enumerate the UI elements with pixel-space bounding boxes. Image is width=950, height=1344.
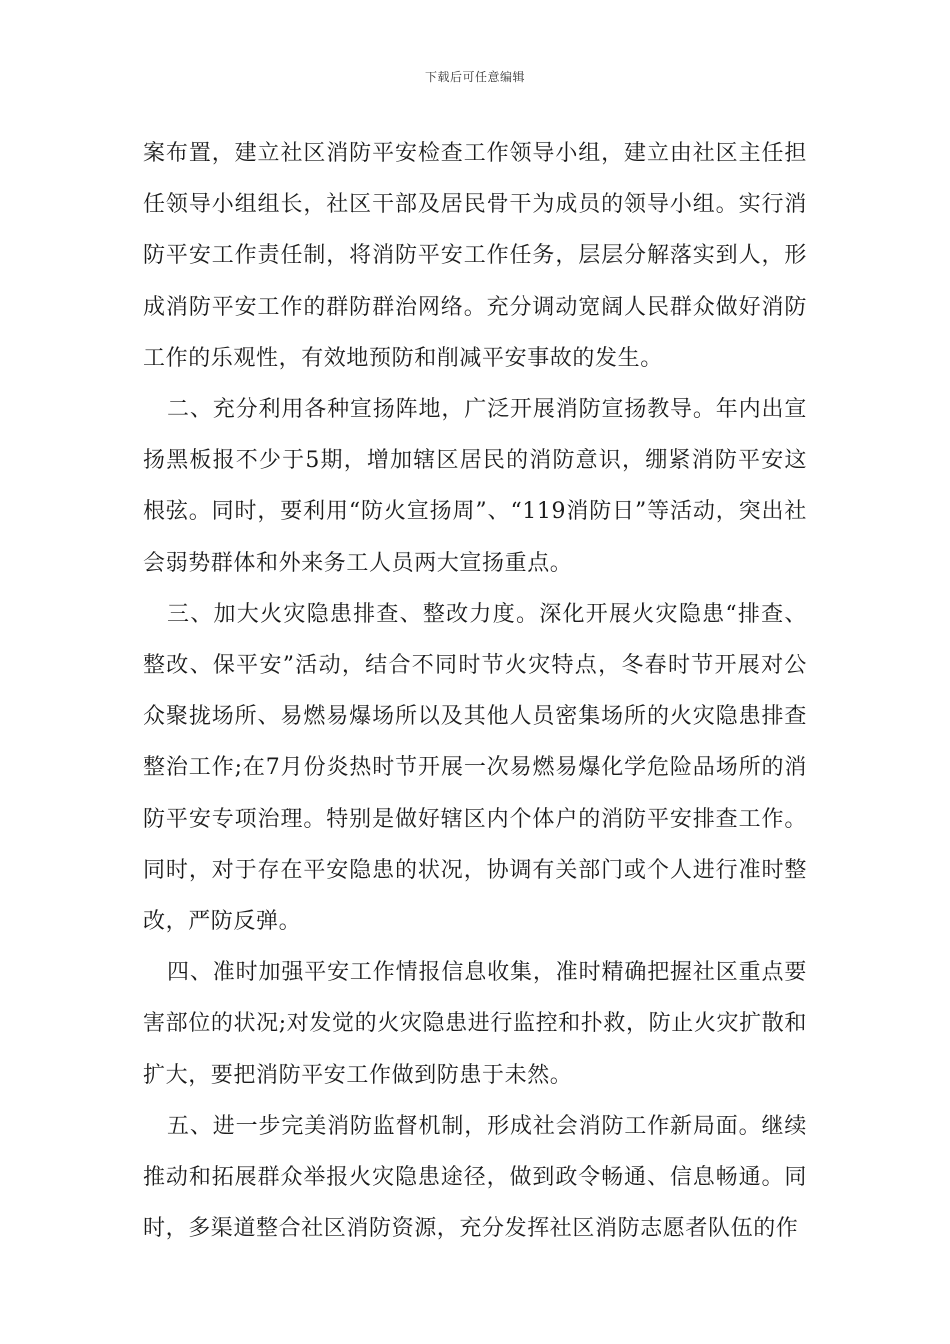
document-body [143, 128, 807, 1254]
paragraph-item-3: 三、加大火灾隐患排查、整改力度。深化开展火灾隐患“排查、整改、保平安”活动，结合不同时节火灾特点，冬春时节开展对公众聚拢场所、易燃易爆场所以及其他人员密集场所的火灾隐患排查整治工作;在7月份炎热时节开展一次易燃易爆化学危险品场所的消防平安专项治理。特别是做好辖区内个体户的消防平安排查工作。同时，对于存在平安隐患的状况，协调有关部门或个人进行准时整改，严防反弹。 [143, 601, 807, 935]
paragraph-continuation: 案布置，建立社区消防平安检查工作领导小组，建立由社区主任担任领导小组组长，社区干部及居民骨干为成员的领导小组。实行消防平安工作责任制，将消防平安工作任务，层层分解落实到人，形成消防平安工作的群防群治网络。充分调动宽阔人民群众做好消防工作的乐观性，有效地预防和削减平安事故的发生。 [143, 141, 807, 371]
page-header: 下载后可任意编辑 [424, 70, 525, 84]
paragraph-item-4: 四、准时加强平安工作情报信息收集，准时精确把握社区重点要害部位的状况;对发觉的火灾隐患进行监控和扑救，防止火灾扩散和扩大，要把消防平安工作做到防患于未然。 [143, 960, 807, 1088]
paragraph-item-5: 五、进一步完美消防监督机制，形成社会消防工作新局面。继续推动和拓展群众举报火灾隐患途径，做到政令畅通、信息畅通。同时，多渠道整合社区消防资源，充分发挥社区消防志愿者队伍的作 [143, 1113, 807, 1242]
paragraph-item-2: 二、充分利用各种宣扬阵地，广泛开展消防宣扬教导。年内出宣扬黑板报不少于5期，增加辖区居民的消防意识，绷紧消防平安这根弦。同时，要利用“防火宣扬周”、“119消防日”等活动，突出社会弱势群体和外来务工人员两大宣扬重点。 [143, 397, 807, 576]
